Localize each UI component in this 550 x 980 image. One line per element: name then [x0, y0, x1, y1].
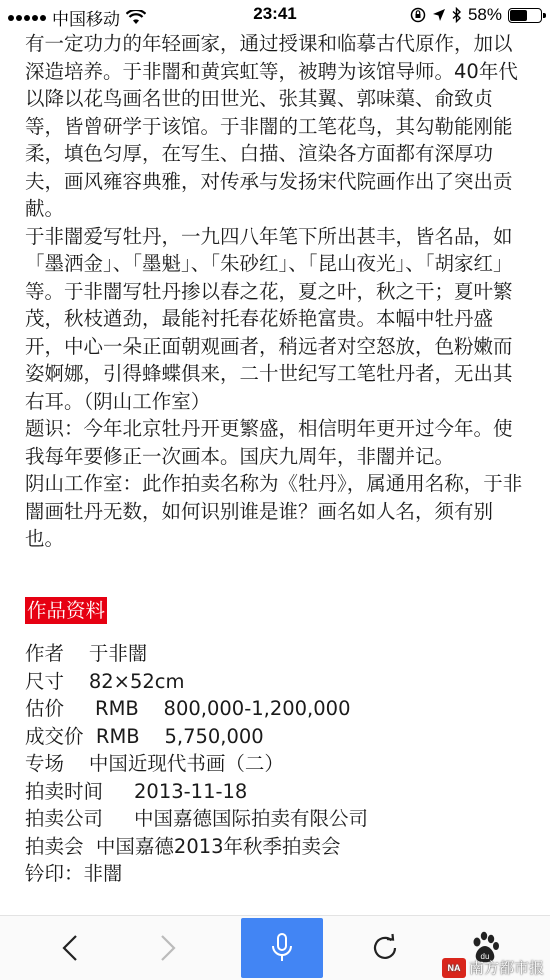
info-spacer — [103, 780, 134, 803]
info-label: 拍卖时间 — [25, 779, 104, 803]
info-value: 2013-11-18 — [134, 779, 248, 803]
battery-icon — [508, 8, 542, 23]
newspaper-logo: NA — [442, 958, 466, 978]
article-content — [25, 30, 530, 888]
article-paragraph: 于非闇爱写牡丹，一九四八年笔下所出甚丰，皆名品，如「墨洒金」、「墨魁」、「朱砂红」、「昆山夜光」、「胡家红」等。于非闇写牡丹掺以春之花，夏之叶，秋之干；夏叶繁茂，秋枝遒劲，最能衬托春花娇艳富贵。本幅中牡丹盛开，中心一朵正面朝观画者，稍远者对空怒放，色粉嫩而姿婀娜，引得蜂蝶俱来，二十世纪写工笔牡丹者，无出其右耳。（阴山工作室） — [25, 224, 513, 413]
location-icon — [432, 8, 446, 22]
info-label: 钤印： — [25, 862, 84, 885]
forward-button[interactable] — [138, 916, 198, 980]
info-label: 专场 — [25, 752, 65, 775]
newspaper-watermark — [442, 957, 544, 978]
artwork-info-list — [25, 640, 530, 888]
info-label: 成交价 — [25, 724, 84, 748]
info-spacer — [64, 670, 89, 693]
battery-percent: 58% — [467, 5, 502, 24]
info-spacer — [64, 752, 89, 775]
article-body — [25, 30, 530, 553]
info-label: 拍卖会 — [25, 834, 84, 858]
status-indicators — [410, 5, 542, 25]
info-label: 尺寸 — [25, 669, 65, 693]
info-row — [25, 640, 530, 668]
status-bar — [0, 0, 550, 30]
info-value: 中国嘉德国际拍卖有限公司 — [134, 807, 369, 830]
info-row — [25, 695, 530, 723]
info-spacer — [103, 807, 134, 830]
info-value: 82×52cm — [88, 669, 185, 693]
refresh-icon — [370, 933, 400, 963]
back-icon — [62, 935, 78, 961]
clock: 23:41 — [253, 4, 297, 23]
info-label: 估价 — [25, 697, 65, 720]
info-spacer — [84, 725, 96, 748]
info-value: RMB 5,750,000 — [95, 724, 264, 748]
info-row — [25, 860, 530, 888]
refresh-button[interactable] — [355, 916, 415, 980]
watermark-text: 南方都市报 — [468, 960, 544, 977]
info-value: 于非闇 — [88, 642, 148, 665]
microphone-icon — [271, 933, 293, 963]
bluetooth-icon — [452, 7, 462, 23]
article-paragraph: 有一定功力的年轻画家，通过授课和临摹古代原作，加以深造培养。于非闇和黄宾虹等，被聘为该馆导师。40年代以降以花鸟画名世的田世光、张其翼、郭味蕖、俞致贞等，皆曾研学于该馆。于非闇的工笔花鸟，其勾勒能刚能柔，填色匀厚，在写生、白描、渲染各方面都有深厚功夫，画风雍容典雅，对传承与发扬宋代院画作出了突出贡献。 — [25, 32, 518, 220]
back-button[interactable] — [40, 916, 100, 980]
info-spacer — [84, 835, 96, 858]
info-row — [25, 723, 530, 751]
info-row — [25, 833, 530, 861]
browser-toolbar — [0, 915, 550, 980]
info-value: RMB 800,000-1,200,000 — [95, 697, 351, 720]
info-label: 作者 — [25, 642, 65, 665]
carrier-name: 中国移动 — [52, 10, 120, 29]
section-title: 作品资料 — [25, 597, 107, 625]
info-spacer — [64, 642, 89, 665]
forward-icon — [160, 935, 176, 961]
info-label: 拍卖公司 — [25, 807, 104, 830]
orientation-lock-icon — [410, 7, 426, 23]
info-row — [25, 750, 530, 778]
info-spacer — [64, 697, 95, 720]
info-row — [25, 778, 530, 806]
info-value: 中国近现代书画（二） — [88, 752, 284, 775]
voice-search-button[interactable] — [241, 918, 323, 978]
article-paragraph: 阴山工作室：此作拍卖名称为《牡丹》，属通用名称，于非闇画牡丹无数，如何识别谁是谁？画名如人名，须有别也。 — [25, 472, 523, 550]
info-row — [25, 805, 530, 833]
article-paragraph: 题识：今年北京牡丹开更繁盛，相信明年更开过今年。使我每年要修正一次画本。国庆九周年，非闇并记。 — [25, 417, 513, 468]
svg-text:du: du — [480, 952, 490, 961]
info-row — [25, 668, 530, 696]
info-value: 非闇 — [83, 862, 123, 885]
info-value: 中国嘉德2013年秋季拍卖会 — [95, 834, 341, 858]
